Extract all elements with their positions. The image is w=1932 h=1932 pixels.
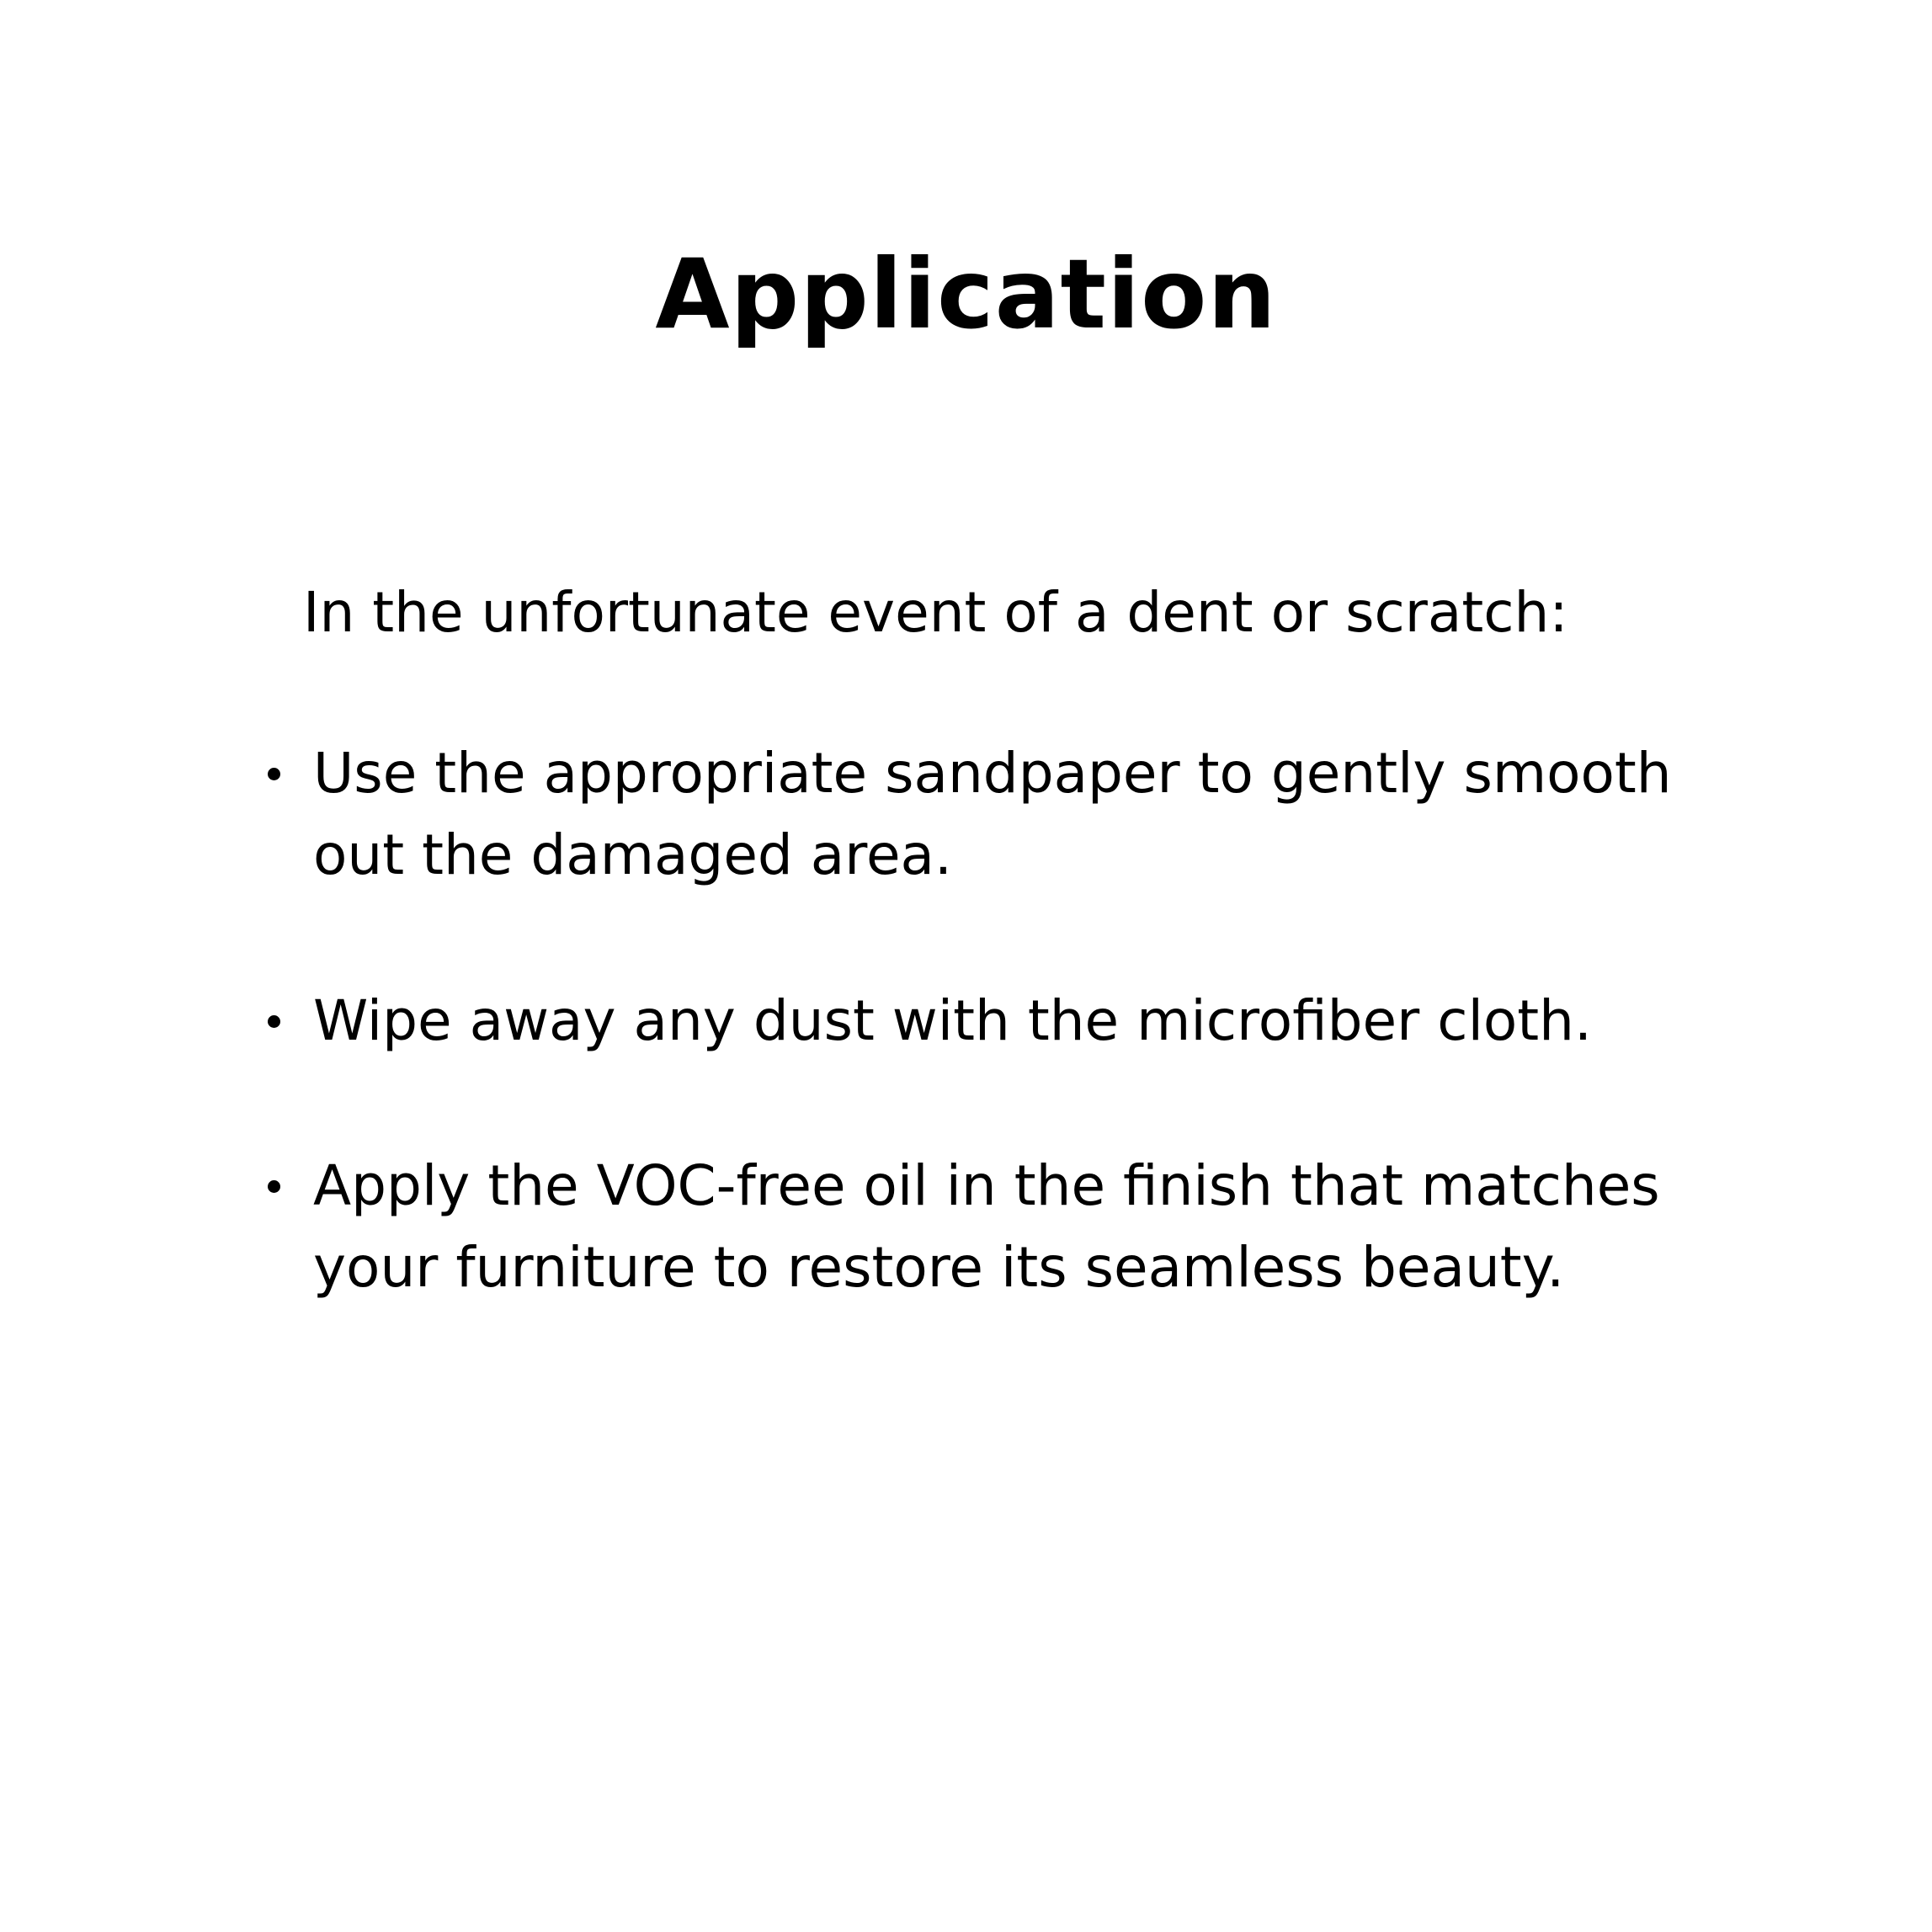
step-text: Use the appropriate sandpaper to gently smooth out the damaged area. xyxy=(313,741,1672,887)
bullet-icon xyxy=(268,1180,280,1193)
page-title: Application xyxy=(655,238,1277,350)
step-text: Wipe away any dust with the microfiber cloth. xyxy=(313,988,1592,1053)
step-text: Apply the VOC-free oil in the finish that matches your furniture to restore its seamless beauty. xyxy=(313,1153,1660,1300)
bullet-icon xyxy=(268,1015,280,1028)
bullet-icon xyxy=(268,768,280,780)
intro-text: In the unfortunate event of a dent or scratch: xyxy=(303,580,1568,645)
